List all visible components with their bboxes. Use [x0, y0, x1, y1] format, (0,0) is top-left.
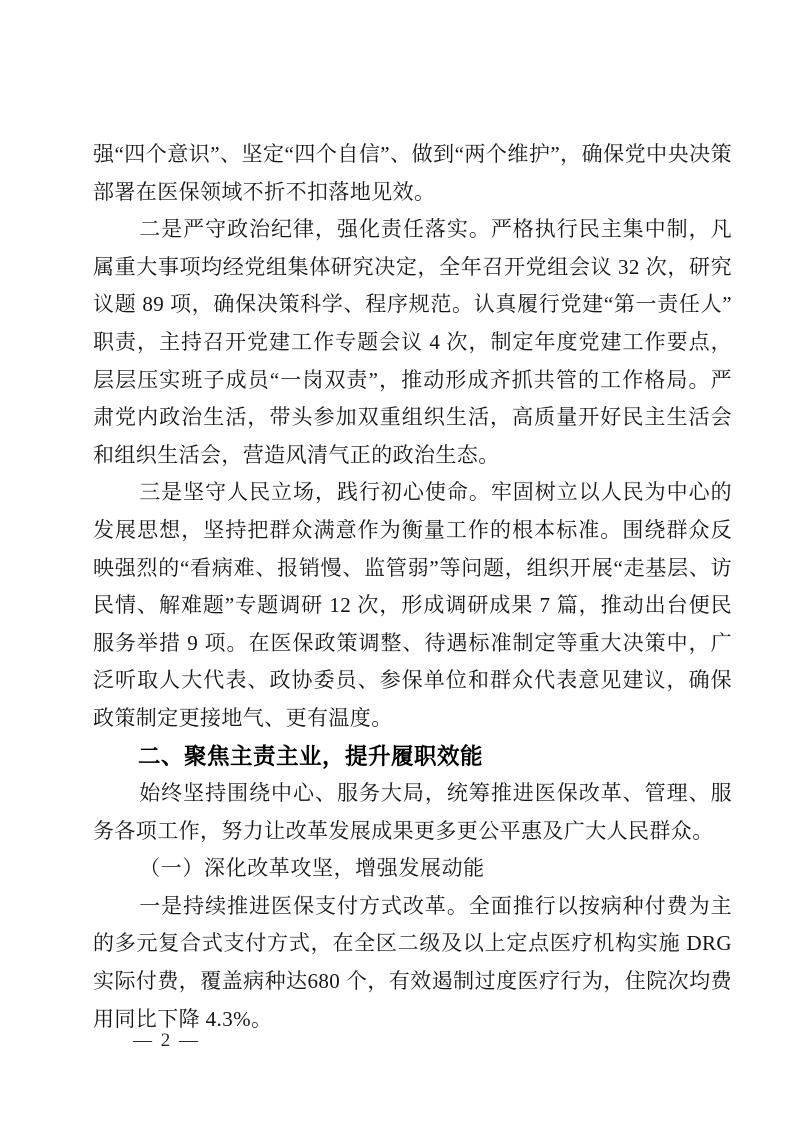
paragraph-continued: 强“四个意识”、坚定“四个自信”、做到“两个维护”，确保党中央决策部署在医保领域不折不扣落地见效。	[93, 142, 732, 204]
paragraph: 一是持续推进医保支付方式改革。全面推行以按病种付费为主的多元复合式支付方式，在全区二级及以上定点医疗机构实施 DRG 实际付费，覆盖病种达680 个，有效遏制过度医疗行为，住院次均费用同比下降 4.3%。	[93, 893, 732, 1031]
page-footer	[133, 1030, 200, 1052]
page-number: — 2 —	[133, 1030, 200, 1051]
document-body	[93, 136, 732, 1038]
section-heading: 二、聚焦主责主业，提升履职效能	[138, 743, 484, 769]
paragraph: 始终坚持围绕中心、服务大局，统筹推进医保改革、管理、服务各项工作，努力让改革发展成果更多更公平惠及广大人民群众。	[93, 781, 732, 843]
paragraph: 二是严守政治纪律，强化责任落实。严格执行民主集中制，凡属重大事项均经党组集体研究决定，全年召开党组会议 32 次，研究议题 89 项，确保决策科学、程序规范。认真履行党建“第一责任人”职责，主持召开党建工作专题会议 4 次，制定年度党建工作要点，层层压实班子成员“一岗双责”，推动形成齐抓共管的工作格局。严肃党内政治生活，带头参加双重组织生活，高质量开好民主生活会和组织生活会，营造风清气正的政治生态。	[93, 217, 732, 467]
paragraph: 三是坚守人民立场，践行初心使命。牢固树立以人民为中心的发展思想，坚持把群众满意作为衡量工作的根本标准。围绕群众反映强烈的“看病难、报销慢、监管弱”等问题，组织开展“走基层、访民情、解难题”专题调研 12 次，形成调研成果 7 篇，推动出台便民服务举措 9 项。在医保政策调整、待遇标准制定等重大决策中，广泛听取人大代表、政协委员、参保单位和群众代表意见建议，确保政策制定更接地气、更有温度。	[93, 480, 732, 730]
subsection-heading: （一）深化改革攻坚，增强发展动能	[139, 856, 485, 881]
